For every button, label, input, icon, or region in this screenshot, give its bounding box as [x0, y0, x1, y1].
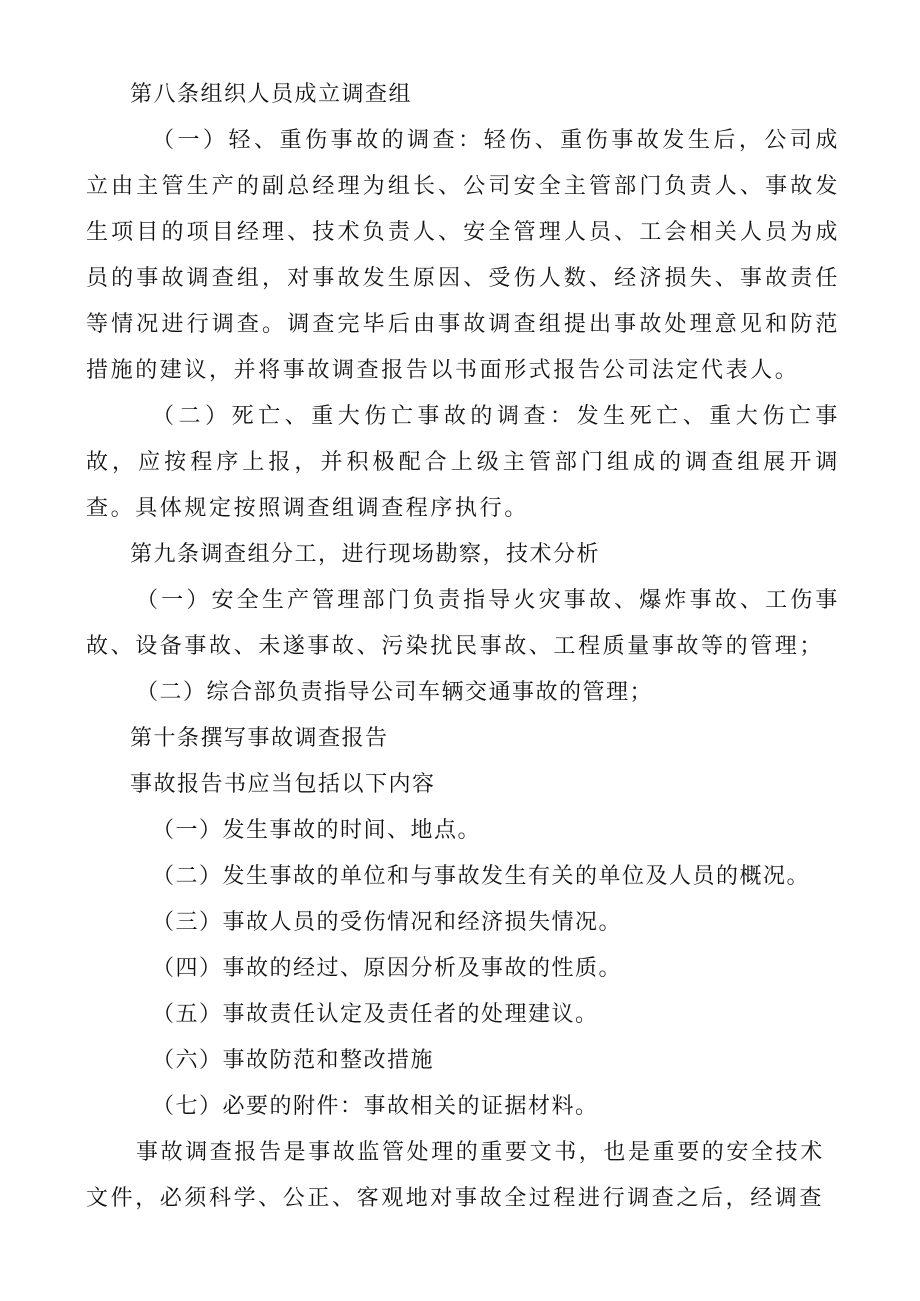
- article-8-paragraph-1: （一）轻、重伤事故的调查：轻伤、重伤事故发生后，公司成立由主管生产的副总经理为组长、公司安全主管部门负责人、事故发生项目的项目经理、技术负责人、安全管理人员、工会相关人员为成员的事故调查组，对事故发生原因、受伤人数、经济损失、事故责任等情况进行调查。调查完毕后由事故调查组提出事故处理意见和防范措施的建议，并将事故调查报告以书面形式报告公司法定代表人。: [86, 128, 840, 383]
- article-9-paragraph-2: （二）综合部负责指导公司车辆交通事故的管理；: [136, 680, 654, 705]
- article-8-paragraph-2: （二）死亡、重大伤亡事故的调查：发生死亡、重大伤亡事故，应按程序上报，并积极配合上级主管部门组成的调查组展开调查。具体规定按照调查组调查程序执行。: [86, 404, 840, 521]
- article-8-heading: 第八条组织人员成立调查组: [130, 82, 413, 107]
- report-intro: 事故报告书应当包括以下内容: [130, 772, 436, 797]
- article-10-heading: 第十条撰写事故调查报告: [130, 726, 389, 751]
- article-9-paragraph-1: （一）安全生产管理部门负责指导火灾事故、爆炸事故、工伤事故、设备事故、未遂事故、污染扰民事故、工程质量事故等的管理；: [86, 588, 840, 659]
- article-9-heading: 第九条调查组分工，进行现场勘察，技术分析: [130, 542, 601, 567]
- report-item: （七）必要的附件：事故相关的证据材料。: [152, 1094, 599, 1119]
- report-item: （六）事故防范和整改措施: [152, 1048, 435, 1073]
- report-item: （五）事故责任认定及责任者的处理建议。: [152, 1002, 599, 1027]
- report-item: （三）事故人员的受伤情况和经济损失情况。: [152, 910, 623, 935]
- report-item: （一）发生事故的时间、地点。: [152, 818, 482, 843]
- closing-paragraph: 事故调查报告是事故监管处理的重要文书，也是重要的安全技术文件，必须科学、公正、客观地对事故全过程进行调查之后，经调查: [86, 1140, 825, 1211]
- report-item: （二）发生事故的单位和与事故发生有关的单位及人员的概况。: [152, 864, 811, 889]
- document-page: [86, 72, 840, 1222]
- report-item: （四）事故的经过、原因分析及事故的性质。: [152, 956, 623, 981]
